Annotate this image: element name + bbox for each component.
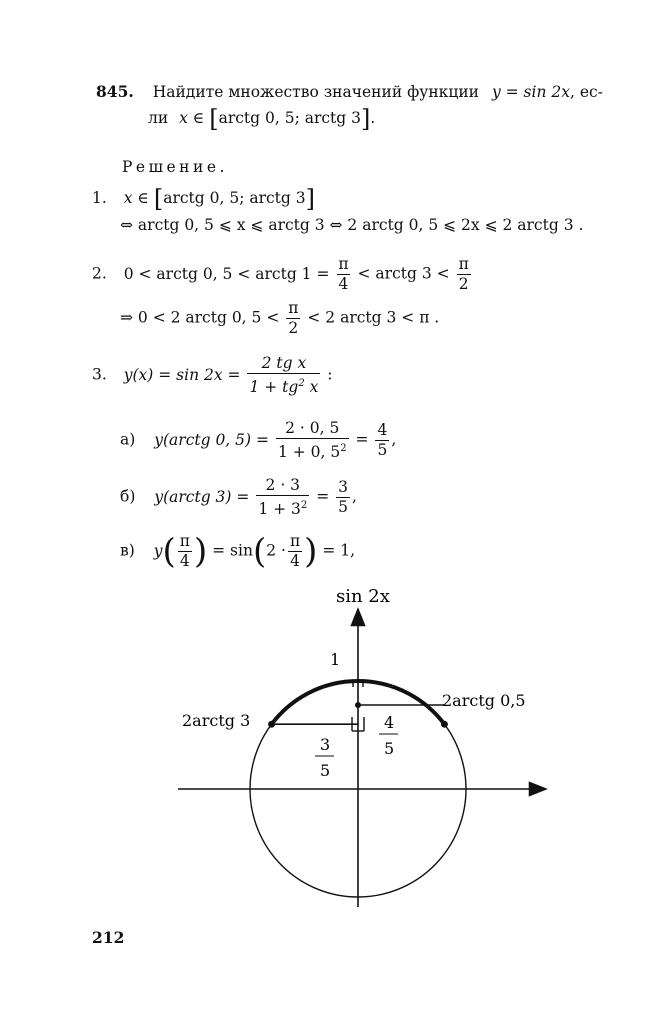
label-one: 1 [330, 650, 341, 669]
frac-left-num: 3 [320, 735, 331, 754]
point-2arctg05 [441, 721, 448, 728]
fraction-3-over-5: $\frac{3}{5}$ [338, 478, 349, 517]
step3b-label: б) [120, 487, 136, 506]
step3c-y: y [153, 541, 163, 560]
problem-sep: , ес- [569, 83, 603, 101]
step3c-line [120, 533, 355, 570]
fraction-3a: $\frac{2 \cdot 0, 5}{1 + 0, 5^2}$ [277, 419, 347, 462]
step3a-lhs: y(arctg 0, 5) = [154, 430, 269, 449]
step3c-mid: = sin [212, 541, 253, 560]
paren-left: ( [162, 531, 176, 572]
step3b-lhs: y(arctg 3) = [154, 487, 250, 506]
fraction-tan-formula: $\frac{\text{2 tg x}}{1 + tg^2 x}$ [249, 354, 319, 397]
problem-function: y = sin 2x [491, 83, 570, 101]
step3-lhs: y(x) = sin 2x = [123, 365, 241, 384]
step1-bracket-left: [ [153, 185, 164, 213]
step3-number: 3. [92, 365, 107, 384]
page-number: 212 [92, 928, 125, 947]
step1-line-1 [92, 187, 315, 211]
problem-text: Найдите множество значений функции [152, 83, 479, 101]
bracket-left: [ [209, 105, 219, 133]
solution-label: Решение. [122, 158, 228, 176]
step2-expr-c: ⇒ 0 < 2 arctg 0, 5 < [120, 308, 280, 327]
step3c-end: = 1, [322, 541, 356, 560]
step3a-eq: = [355, 430, 369, 449]
fraction-pi-over-4-d: $\frac{\pi}{4}$ [289, 532, 301, 570]
fraction-4-over-5: $\frac{4}{5}$ [377, 421, 388, 460]
step3-line [92, 355, 333, 396]
label-2arctg3: 2arctg 3 [182, 711, 251, 730]
fraction-pi-over-2-b: $\frac{\pi}{2}$ [288, 299, 299, 337]
problem-x-in: x ∈ [179, 109, 205, 127]
step2-line-1 [92, 256, 473, 293]
paren-right: ) [193, 531, 208, 572]
frac-right-num: 4 [384, 713, 395, 732]
step3c-two-dot: 2 · [266, 541, 286, 560]
step1-line-2: ⇔ arctg 0, 5 ⩽ x ⩽ arctg 3 ⇔ 2 arctg 0, 5 ⩽ 2x ⩽ 2 arctg 3 . [120, 216, 584, 234]
problem-text-2: ли [148, 109, 169, 127]
step1-x-in: x ∈ [123, 189, 149, 207]
step3b-line [120, 477, 357, 518]
step1-number: 1. [92, 189, 107, 207]
step1-interval: arctg 0, 5; arctg 3 [163, 189, 306, 207]
step2-expr-d: < 2 arctg 3 < π . [307, 308, 440, 327]
problem-end: . [370, 109, 376, 127]
step2-expr-b: < arctg 3 < [357, 264, 450, 283]
step3a-end: , [391, 430, 397, 449]
frac-left-den: 5 [320, 761, 331, 780]
fraction-pi-over-4: $\frac{\pi}{4}$ [338, 255, 349, 293]
fraction-3b: $\frac{2 \cdot 3}{1 + 3^2}$ [258, 476, 308, 519]
label-2arctg05: 2arctg 0,5 [442, 691, 526, 710]
bracket-right: ] [361, 105, 371, 133]
problem-number: 845. [96, 82, 134, 101]
paren-right-2: ) [304, 531, 318, 572]
step3b-eq: = [316, 487, 330, 506]
step3a-line [120, 420, 396, 461]
problem-interval: arctg 0, 5; arctg 3 [218, 109, 361, 127]
paren-left-2: ( [252, 531, 267, 572]
problem-line-1 [96, 82, 603, 102]
step3a-label: а) [120, 430, 136, 449]
problem-line-2 [148, 107, 375, 131]
step2-line-2 [120, 300, 439, 337]
step3b-end: , [352, 487, 357, 506]
step1-bracket-right: ] [305, 185, 315, 213]
unit-circle-diagram [0, 575, 670, 920]
fraction-pi-over-2: $\frac{\pi}{2}$ [458, 255, 469, 293]
step3-colon: : [327, 365, 333, 384]
frac-right-den: 5 [384, 739, 395, 758]
step2-number: 2. [92, 264, 107, 283]
step3c-label: в) [120, 541, 135, 560]
step2-expr-a: 0 < arctg 0, 5 < arctg 1 = [123, 264, 330, 283]
axis-label-sin2x: sin 2x [336, 586, 390, 607]
fraction-pi-over-4-c: $\frac{\pi}{4}$ [179, 532, 190, 570]
